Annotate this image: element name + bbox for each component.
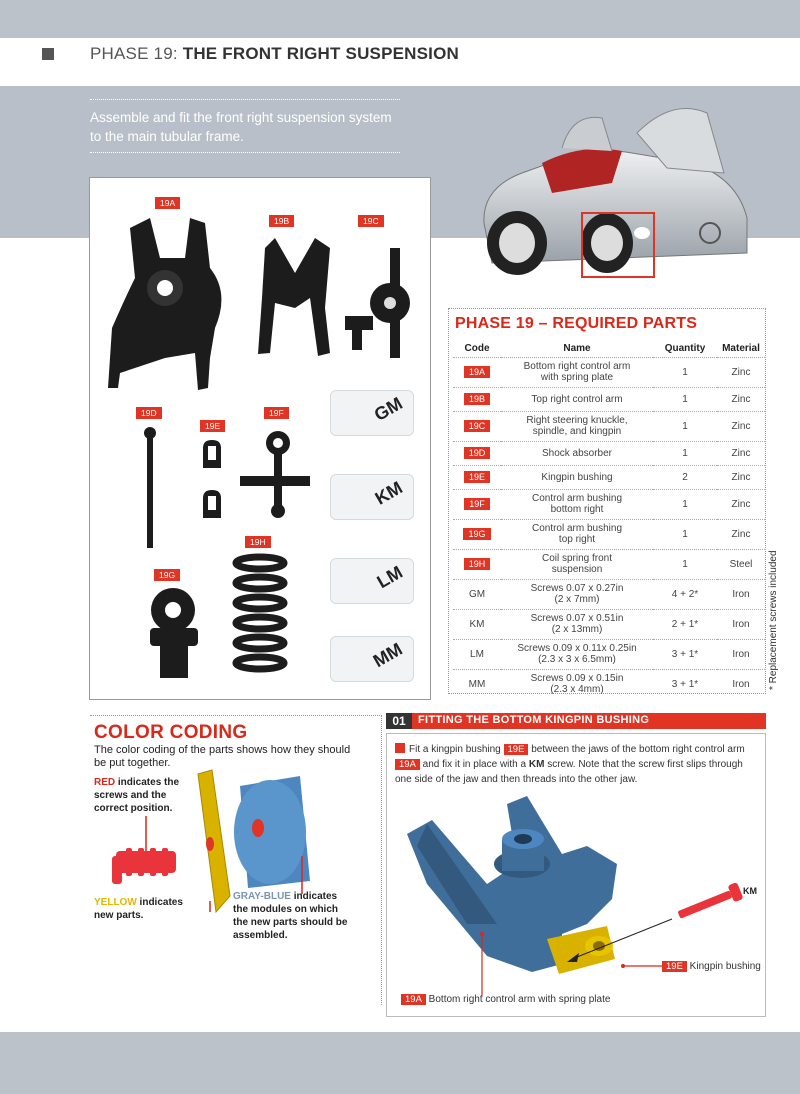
part-material: Iron	[717, 579, 765, 609]
part-quantity: 1	[653, 387, 717, 411]
part-name: Control arm bushing	[531, 493, 623, 504]
part-name-line2: bottom right	[550, 504, 604, 515]
caption-kingpin-bushing: 19E Kingpin bushing	[662, 961, 761, 972]
required-parts-panel	[448, 308, 766, 694]
part-quantity: 1	[653, 441, 717, 465]
part-name-line2: (2.3 x 4mm)	[550, 684, 604, 696]
part-quantity: 1	[653, 357, 717, 387]
page-header	[0, 38, 800, 86]
part-name: Shock absorber	[541, 447, 613, 459]
part-label-19h: 19H	[245, 536, 271, 548]
part-material: Zinc	[717, 387, 765, 411]
part-material: Iron	[717, 609, 765, 639]
table-row	[453, 579, 765, 609]
intro-text: Assemble and fit the front right suspension system to the main tubular frame.	[90, 99, 400, 153]
step-panel	[386, 733, 766, 1017]
part-name-line2: suspension	[551, 564, 603, 575]
part-material: Zinc	[717, 411, 765, 441]
part-name: Screws 0.09 x 0.15in	[530, 673, 624, 685]
part-label-19a: 19A	[155, 197, 180, 209]
part-quantity: 3 + 1*	[653, 669, 717, 699]
part-quantity: 1	[653, 549, 717, 579]
screw-bag-lm: LM	[330, 558, 414, 604]
part-quantity: 4 + 2*	[653, 579, 717, 609]
part-quantity: 2	[653, 465, 717, 489]
part-label-19d: 19D	[136, 407, 162, 419]
part-quantity: 1	[653, 411, 717, 441]
part-material: Iron	[717, 669, 765, 699]
part-label-19e: 19E	[200, 420, 225, 432]
table-row	[453, 357, 765, 387]
bottom-band	[0, 1032, 800, 1094]
yellow-legend: YELLOW indicates new parts.	[94, 897, 183, 921]
part-material: Zinc	[717, 357, 765, 387]
part-name: Kingpin bushing	[541, 471, 613, 483]
table-row	[453, 519, 765, 549]
required-parts-table: Code Name Quantity Material 19A Bottom right control arm with spring plate 1 Zinc 19B Top right control arm 1 Zinc 19C Right steering knuckle, spindle, and kingpin 1 Zinc 19D Shock absorber 1 Zinc 19E Kingpin bushing 2 Zinc 19F Control arm bushing bottom right 1 Zinc 19G Control arm bushing top right 1 Zinc 19H Coil spring front suspension 1 Steel GM Screws 0.07 x 0.27in (2 x 7mm) 4 + 2* Iron KM Screws 0.07 x 0.51in (2 x 13mm) 2 + 1* Iron LM Screws 0.09 x 0.11x 0.25in (2.3 x 3 x 6.5mm) 3 + 1* Iron MM Screws 0.09 x 0.15in (2.3 x 4mm) 3 + 1* Iron	[453, 341, 765, 699]
part-code: 19E	[464, 471, 490, 483]
table-row	[453, 489, 765, 519]
part-name: Screws 0.07 x 0.27in	[530, 583, 624, 594]
parts-panel	[89, 177, 431, 700]
part-quantity: 1	[653, 489, 717, 519]
color-coding-title: COLOR CODING	[94, 722, 248, 743]
car-illustration	[462, 93, 762, 293]
part-quantity: 2 + 1*	[653, 609, 717, 639]
part-code: 19G	[463, 528, 490, 540]
part-code: 19C	[464, 420, 491, 432]
header-square-icon	[42, 48, 54, 60]
part-material: Steel	[717, 549, 765, 579]
part-name: Bottom right control arm	[523, 361, 631, 372]
part-quantity: 1	[653, 519, 717, 549]
step-instructions: Fit a kingpin bushing 19E between the jaws of the bottom right control arm 19A and fix it in place with a KM screw. Note that the screw first slips through one side of the jaw and then threads into the other jaw.	[395, 744, 745, 785]
gray-blue-legend: GRAY-BLUE indicates the modules on which the new parts should be assembled.	[233, 891, 348, 941]
part-material: Iron	[717, 639, 765, 669]
part-code: 19H	[464, 558, 491, 570]
part-name-line2: (2 x 13mm)	[551, 624, 603, 635]
part-material: Zinc	[717, 441, 765, 465]
part-code: LM	[470, 648, 484, 660]
part-code: MM	[468, 678, 486, 690]
part-material: Zinc	[717, 519, 765, 549]
required-parts-title: PHASE 19 – REQUIRED PARTS	[455, 315, 698, 332]
top-band	[0, 0, 800, 38]
part-label-19f: 19F	[264, 407, 289, 419]
parts-drawing	[90, 178, 432, 701]
table-row	[453, 387, 765, 411]
step-header	[386, 713, 766, 729]
page-title: PHASE 19: THE FRONT RIGHT SUSPENSION	[90, 44, 460, 63]
part-label-19g: 19G	[154, 569, 180, 581]
step-illustration	[387, 734, 767, 1018]
part-name: Screws 0.09 x 0.11x 0.25in	[517, 643, 637, 654]
part-code: 19F	[464, 498, 490, 510]
table-row	[453, 639, 765, 669]
part-material: Zinc	[717, 465, 765, 489]
part-name: Screws 0.07 x 0.51in	[530, 613, 624, 624]
part-name: Top right control arm	[531, 393, 623, 405]
part-name: Coil spring front	[541, 553, 613, 564]
part-label-19c: 19C	[358, 215, 384, 227]
part-code: KM	[469, 618, 485, 630]
red-legend: RED indicates the screws and the correct position.	[94, 777, 180, 814]
part-code: 19B	[464, 393, 490, 405]
part-quantity: 3 + 1*	[653, 639, 717, 669]
screw-bag-gm: GM	[330, 390, 414, 436]
step-number: 01	[386, 713, 412, 729]
part-material: Zinc	[717, 489, 765, 519]
part-code: 19D	[464, 447, 491, 459]
color-coding-panel	[90, 715, 382, 1005]
part-label-19b: 19B	[269, 215, 294, 227]
km-screw-label: KM	[743, 886, 757, 896]
color-coding-illustration	[90, 716, 382, 1006]
screw-bag-km: KM	[330, 474, 414, 520]
part-name-line2: top right	[558, 534, 596, 545]
part-name-line2: (2 x 7mm)	[554, 594, 600, 605]
part-name-line2: (2.3 x 3 x 6.5mm)	[538, 654, 616, 665]
part-name: Right steering knuckle,	[526, 415, 628, 426]
step-title: FITTING THE BOTTOM KINGPIN BUSHING	[418, 714, 650, 726]
part-name-line2: with spring plate	[540, 372, 614, 383]
table-row	[453, 465, 765, 489]
screw-bag-mm: MM	[330, 636, 414, 682]
part-name: Control arm bushing	[531, 523, 623, 534]
table-row	[453, 549, 765, 579]
table-row	[453, 669, 765, 699]
table-row	[453, 609, 765, 639]
table-row	[453, 441, 765, 465]
part-code: 19A	[464, 366, 490, 378]
part-name-line2: spindle, and kingpin	[532, 426, 622, 437]
table-row	[453, 411, 765, 441]
color-coding-lead: The color coding of the parts shows how they should be put together.	[94, 744, 351, 769]
caption-control-arm: 19A Bottom right control arm with spring plate	[401, 994, 610, 1005]
replacement-note: * Replacement screws included	[768, 550, 779, 690]
part-code: GM	[468, 588, 486, 600]
